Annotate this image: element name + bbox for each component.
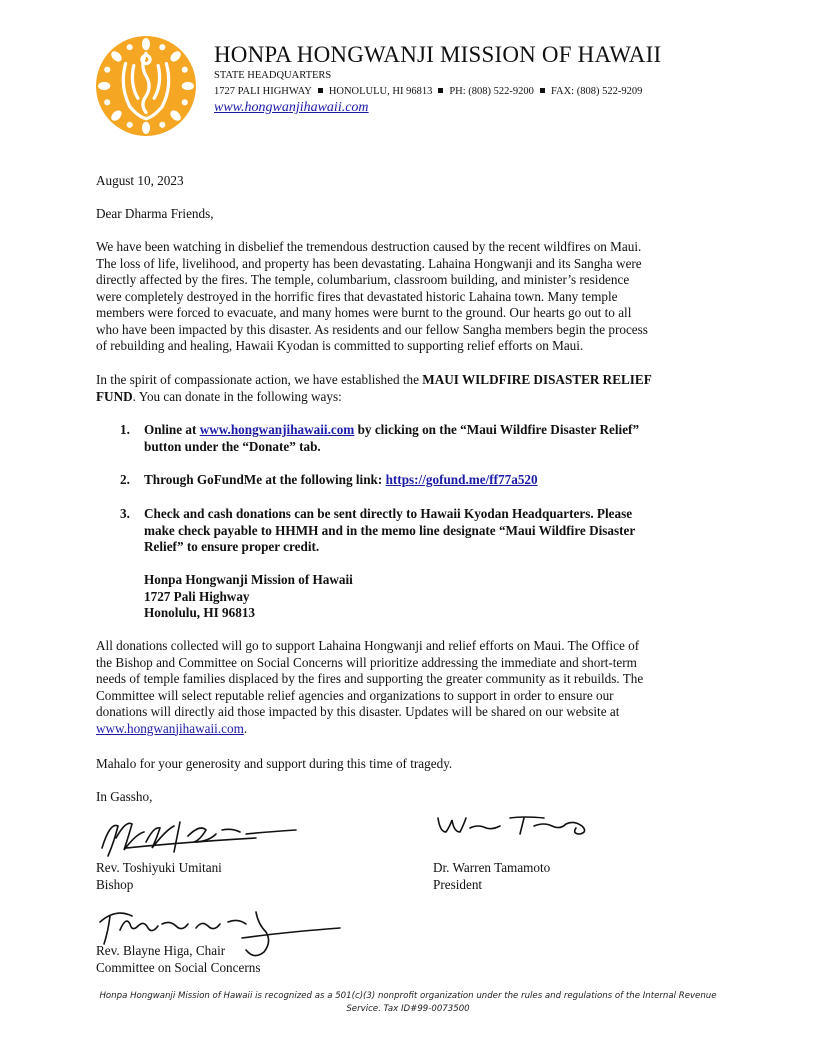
list-item-check xyxy=(144,506,724,556)
signatory-umitani xyxy=(96,860,222,893)
signatory-name: Dr. Warren Tamamoto xyxy=(433,860,551,875)
list-number: 2. xyxy=(120,472,130,487)
donate-website-link[interactable]: www.hongwanjihawaii.com xyxy=(199,422,355,437)
signatory-title: President xyxy=(433,876,483,892)
text-line: needs of temple families displaced by the fires and supporting the greater community as it rebuilds. The xyxy=(96,671,644,686)
paragraph-fund xyxy=(96,372,724,405)
phone: PH: (808) 522-9200 xyxy=(449,86,534,97)
signatory-name: Rev. Blayne Higa, Chair xyxy=(96,943,226,958)
organization-name: HONPA HONGWANJI MISSION OF HAWAII xyxy=(214,42,662,67)
organization-contact-line xyxy=(214,86,642,97)
text-span: In the spirit of compassionate action, we have established the xyxy=(96,372,423,387)
text-line: Check and cash donations can be sent directly to Hawaii Kyodan Headquarters. Please xyxy=(144,506,633,521)
fax: FAX: (808) 522-9209 xyxy=(550,86,643,97)
list-number: 3. xyxy=(120,506,130,521)
closing-thanks: Mahalo for your generosity and support during this time of tragedy. xyxy=(96,756,453,771)
text-line: button under the “Donate” tab. xyxy=(144,438,321,454)
letter-date: August 10, 2023 xyxy=(96,173,184,188)
footer-line: Service. Tax ID#99-0073500 xyxy=(346,1004,470,1014)
text-line: All donations collected will go to support Lahaina Hongwanji and relief efforts on Maui. The Office of xyxy=(96,638,640,653)
wisteria-crest-icon xyxy=(95,35,197,137)
text-line: of rebuilding and healing, Hawaii Kyodan is committed to supporting relief efforts on Maui. xyxy=(96,338,584,353)
bullet-square-icon xyxy=(540,88,545,93)
address-line: Honpa Hongwanji Mission of Hawaii xyxy=(144,572,353,587)
list-number: 1. xyxy=(120,422,130,437)
list-item-gofundme xyxy=(144,472,724,489)
paragraph-donations xyxy=(96,638,724,737)
header-website-link[interactable]: www.hongwanjihawaii.com xyxy=(214,100,369,115)
mailing-address xyxy=(144,572,724,622)
address-line: 1727 Pali Highway xyxy=(144,588,250,604)
list-item-online xyxy=(144,422,724,455)
fund-name: MAUI WILDFIRE DISASTER RELIEF xyxy=(422,372,652,387)
text-line: make check payable to HHMH and in the memo line designate “Maui Wildfire Disaster xyxy=(144,522,636,538)
text-line: Committee will select reputable relief agencies and organizations to support in order to ensure our xyxy=(96,687,614,703)
text-line: the Bishop and Committee on Social Concerns will prioritize addressing the immediate and short-term xyxy=(96,654,637,670)
paragraph-intro xyxy=(96,239,724,355)
text-line: members were forced to evacuate, and many homes were burnt to the ground. Our hearts go out to all xyxy=(96,305,632,320)
signatory-name: Rev. Toshiyuki Umitani xyxy=(96,860,222,875)
fund-name-cont: FUND xyxy=(96,388,133,404)
organization-subtitle: STATE HEADQUARTERS xyxy=(214,70,332,81)
text-line: Relief” to ensure proper credit. xyxy=(144,539,320,554)
salutation: Dear Dharma Friends, xyxy=(96,206,214,221)
city: HONOLULU, HI 96813 xyxy=(328,86,433,97)
address-line: Honolulu, HI 96813 xyxy=(144,605,256,620)
text-span: . You can donate in the following ways: xyxy=(132,388,342,404)
text-span: . xyxy=(243,720,248,736)
text-line: The loss of life, livelihood, and property has been devastating. Lahaina Hongwanji and its Sangha were xyxy=(96,255,642,271)
footer-line: Honpa Hongwanji Mission of Hawaii is recognized as a 501(c)(3) nonprofit organization under the rules and regulations of the Internal Revenue xyxy=(99,991,717,1001)
bullet-square-icon xyxy=(438,88,443,93)
text-line: were completely destroyed in the horrific fires that devastated historic Lahaina town. Many temple xyxy=(96,288,618,304)
footer-tax-notice xyxy=(40,990,776,1016)
signatory-title: Committee on Social Concerns xyxy=(96,959,261,975)
text-line: We have been watching in disbelief the tremendous destruction caused by the recent wildfires on Maui. xyxy=(96,239,642,254)
website-link[interactable]: www.hongwanjihawaii.com xyxy=(96,720,244,736)
text-span: Through GoFundMe at the following link: xyxy=(144,472,386,487)
text-line: directly affected by the fires. The temple, columbarium, classroom building, and minister’s residence xyxy=(96,272,630,287)
signature-umitani xyxy=(96,812,306,862)
signatory-higa xyxy=(96,943,260,976)
signatory-title: Bishop xyxy=(96,876,134,892)
text-span: by clicking on the “Maui Wildfire Disaster Relief” xyxy=(354,422,640,437)
signatory-tamamoto xyxy=(433,860,550,893)
text-line: donations will directly aid those impacted by this disaster. Updates will be shared on our website at xyxy=(96,704,620,719)
signature-tamamoto xyxy=(434,812,604,842)
bullet-square-icon xyxy=(318,88,323,93)
gofundme-link[interactable]: https://gofund.me/ff77a520 xyxy=(385,472,538,487)
text-span: Online at xyxy=(144,422,200,437)
address: 1727 PALI HIGHWAY xyxy=(214,86,312,97)
text-line: who have been impacted by this disaster. As residents and our fellow Sangha members begin the process xyxy=(96,321,648,337)
closing: In Gassho, xyxy=(96,789,153,804)
